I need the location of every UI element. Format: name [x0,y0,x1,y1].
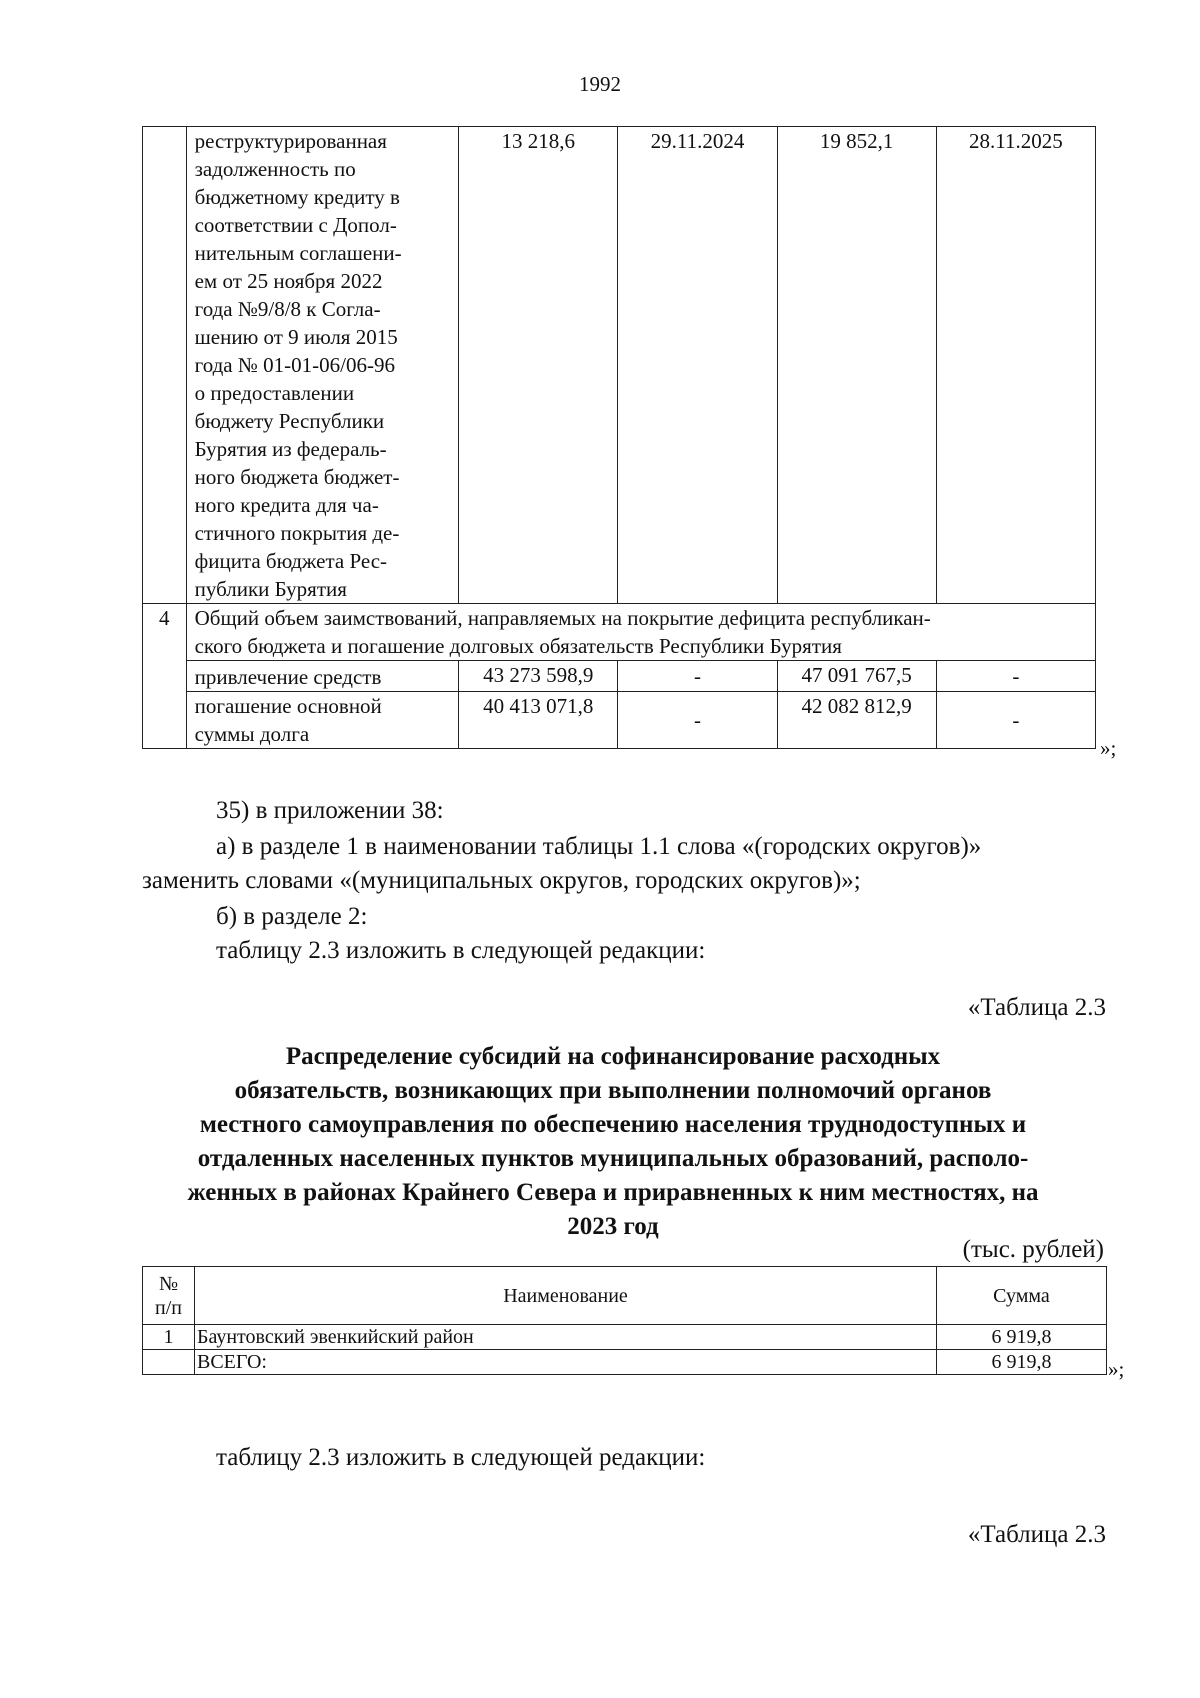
name-line: ного бюджета бюджет- [194,465,400,489]
page-number: 1992 [579,72,621,96]
header-sum: Сумма [937,1267,1107,1325]
row-sum: 6 919,8 [937,1350,1107,1375]
name-line: публики Бурятия [194,577,347,601]
table-caption: «Таблица 2.3 [967,994,1106,1021]
table-row [143,661,1096,692]
row-number: 1 [143,1325,195,1350]
name-line: бюджету Республики [194,409,385,433]
name-line: погашение основной [194,694,382,718]
heading-line: женных в районах Крайнего Севера и приравненных к ним местностях, на [187,1179,1039,1206]
date-2024: - [618,692,777,749]
name-line: нительным соглашени- [194,241,402,265]
heading-line: отдаленных населенных пунктов муниципальных образований, располо- [197,1145,1029,1172]
paragraph-a-line1: а) в разделе 1 в наименовании таблицы 1.1 слова «(городских округов)» [216,833,982,860]
header-name: Наименование [195,1267,937,1325]
header-num [143,1267,195,1325]
row-name [186,661,459,692]
closing-quote: »; [1108,1357,1125,1381]
name-line: бюджетному кредиту в [194,185,400,209]
heading-line: обязательств, возникающих при выполнении полномочий органов [234,1077,992,1104]
name-line: года № 01-01-06/06-96 [194,353,395,377]
row-number [143,1350,195,1375]
row-name: Баунтовский эвенкийский район [195,1325,937,1350]
table-row [143,1325,1107,1350]
table-row [143,692,1096,749]
name-line: соответствии с Допол- [194,213,397,237]
date-2025: - [936,661,1095,692]
paragraph-b: б) в разделе 2: [216,903,368,930]
name-line: ем от 25 ноября 2022 [194,269,383,293]
date-2025: - [936,692,1095,749]
table-row [143,127,1096,604]
table-heading [128,1040,1098,1244]
amount-2025: 42 082 812,9 [777,692,936,749]
heading-line: местного самоуправления по обеспечению населения труднодоступных и [199,1111,1027,1138]
name-line: задолженность по [194,157,356,181]
paragraph-table-2-3-intro-2: таблицу 2.3 изложить в следующей редакции: [216,1444,706,1471]
amount-2025: 19 852,1 [777,127,936,604]
table-caption-2: «Таблица 2.3 [967,1521,1106,1548]
amount-2024: 40 413 071,8 [459,692,618,749]
name-line: реструктурированная [194,129,387,153]
date-2024: 29.11.2024 [618,127,777,604]
name-line: Бурятия из федераль- [194,437,387,461]
amount-2025: 47 091 767,5 [777,661,936,692]
section-line: ского бюджета и погашение долговых обязательств Республики Бурятия [194,634,842,658]
row-name [186,692,459,749]
date-2025: 28.11.2025 [936,127,1095,604]
name-line: ного кредита для ча- [194,493,379,517]
name-line: привлечение средств [194,665,382,689]
closing-quote: »; [1100,736,1117,760]
name-line: года №9/8/8 к Согла- [194,297,381,321]
date-2024: - [618,661,777,692]
paragraph-table-2-3-intro: таблицу 2.3 изложить в следующей редакции: [216,937,706,964]
row-number: 4 [143,604,187,749]
name-line: стичного покрытия де- [194,521,400,545]
name-line: о предоставлении [194,381,355,405]
header-num-line: № [158,1272,179,1295]
row-name: ВСЕГО: [195,1350,937,1375]
row-number [143,127,187,604]
paragraph-35: 35) в приложении 38: [216,797,444,824]
row-name [186,127,459,604]
row-sum: 6 919,8 [937,1325,1107,1350]
section-line: Общий объем заимствований, направляемых на покрытие дефицита республикан- [194,606,931,630]
paragraph-a-line2: заменить словами «(муниципальных округов, городских округов)»; [142,867,861,894]
table-row-total [143,1350,1107,1375]
amount-2024: 13 218,6 [459,127,618,604]
borrowing-table [142,126,1096,749]
heading-line: Распределение субсидий на софинансирование расходных [285,1043,941,1070]
header-num-line: п/п [155,1296,182,1319]
section-title [186,604,1095,661]
name-line: шению от 9 июля 2015 [194,325,398,349]
name-line: суммы долга [194,722,310,746]
units-label: (тыс. рублей) [962,1236,1104,1263]
subsidy-table [142,1266,1107,1375]
amount-2024: 43 273 598,9 [459,661,618,692]
table-row-section-4 [143,604,1096,661]
name-line: фицита бюджета Рес- [194,549,388,573]
table-header-row [143,1267,1107,1325]
heading-line: 2023 год [567,1213,659,1240]
